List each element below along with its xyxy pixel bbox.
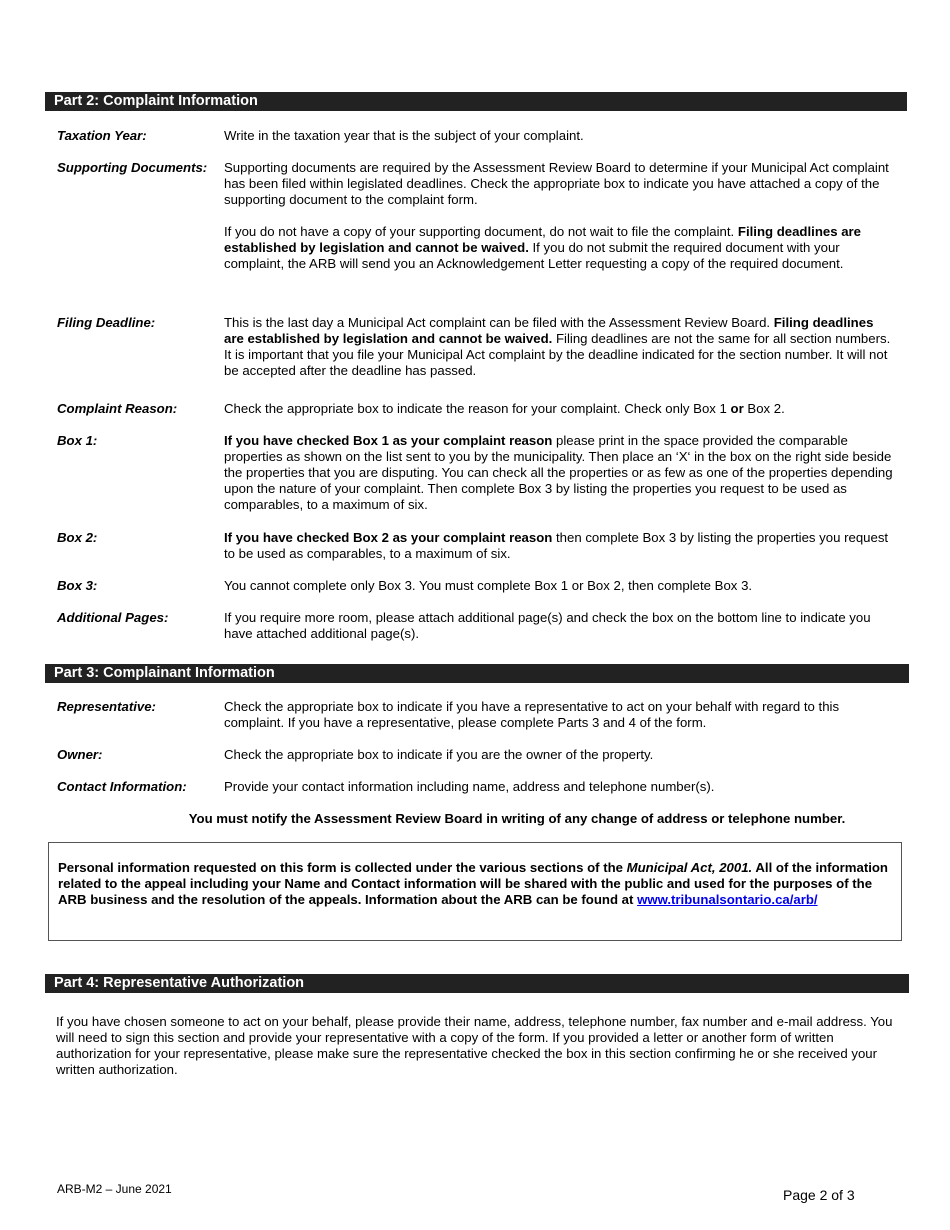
bold-span: or xyxy=(730,401,744,416)
bold-span: If you have checked Box 2 as your complaint reason xyxy=(224,530,553,545)
row-label: Filing Deadline: xyxy=(57,315,156,330)
part3-header: Part 3: Complainant Information xyxy=(45,664,909,683)
text-span: If you do not submit the required document with your complaint, the ARB will send you an Acknowledgement Letter requesting a copy of the required document. xyxy=(224,240,844,271)
row-label: Complaint Reason: xyxy=(57,401,178,416)
row-text xyxy=(224,433,895,513)
row-label: Box 3: xyxy=(57,578,98,593)
part4-header: Part 4: Representative Authorization xyxy=(45,974,909,993)
row-text xyxy=(224,530,895,562)
row-text: Write in the taxation year that is the subject of your complaint. xyxy=(224,128,584,143)
text-span: If you do not have a copy of your supporting document, do not wait to file the complaint. xyxy=(224,224,738,239)
row-text: You cannot complete only Box 3. You must complete Box 1 or Box 2, then complete Box 3. xyxy=(224,578,753,593)
supporting-docs-paragraph-2 xyxy=(224,224,895,272)
row-text: Check the appropriate box to indicate if you are the owner of the property. xyxy=(224,747,654,762)
representative-authorization-text: If you have chosen someone to act on your behalf, please provide their name, address, telephone number, fax number and e-mail address. You will need to sign this section and provide your representative with a copy of the form. If you provided a letter or another form of written authorization for your representative, please make sure the representative checked the box in this section confirming he or she received your written authorization. xyxy=(56,1014,893,1077)
form-id: ARB-M2 – June 2021 xyxy=(57,1182,172,1196)
row-label: Box 1: xyxy=(57,433,98,448)
notify-change-notice: You must notify the Assessment Review Board in writing of any change of address or telephone number. xyxy=(188,811,846,826)
row-text xyxy=(224,315,895,379)
row-label: Taxation Year: xyxy=(57,128,147,143)
text-span: This is the last day a Municipal Act complaint can be filed with the Assessment Review Board. xyxy=(224,315,774,330)
bold-span: Filing deadlines are established by legislation and cannot be waived. xyxy=(224,224,862,255)
row-label: Additional Pages: xyxy=(57,610,169,625)
text-span: Box 2. xyxy=(743,401,785,416)
text-span: Filing deadlines are not the same for all section numbers. It is important that you file your Municipal Act complaint by the deadline indicated for the section number. It will not be accepted after the deadline has passed. xyxy=(224,331,891,378)
bold-span: If you have checked Box 1 as your complaint reason xyxy=(224,433,553,448)
bold-span: Filing deadlines are established by legislation and cannot be waived. xyxy=(224,315,874,346)
row-label: Supporting Documents: xyxy=(57,160,208,175)
row-text: If you require more room, please attach additional page(s) and check the box on the bottom line to indicate you have attached additional page(s). xyxy=(224,610,871,641)
row-text xyxy=(224,160,895,272)
row-label: Representative: xyxy=(57,699,156,714)
part2-header: Part 2: Complaint Information xyxy=(45,92,907,111)
row-text xyxy=(224,401,895,417)
arb-website-link[interactable]: www.tribunalsontario.ca/arb/ xyxy=(637,892,818,907)
row-text: Check the appropriate box to indicate if you have a representative to act on your behalf with regard to this complaint. If you have a representative, please complete Parts 3 and 4 of the form. xyxy=(224,699,840,730)
text-span: then complete Box 3 by listing the properties you request to be used as comparables, to a maximum of six. xyxy=(224,530,889,561)
supporting-docs-paragraph-1: Supporting documents are required by the Assessment Review Board to determine if your Municipal Act complaint has been filed within legislated deadlines. Check the appropriate box to indicate you have attached a copy of the supporting document to the complaint form. xyxy=(224,160,889,207)
privacy-notice-box xyxy=(48,842,902,941)
text-span: Personal information requested on this form is collected under the various sections of the xyxy=(58,860,627,875)
act-title: Municipal Act, 2001. xyxy=(626,860,753,875)
row-text: Provide your contact information including name, address and telephone number(s). xyxy=(224,779,715,794)
text-span: please print in the space provided the comparable properties as shown on the list sent to you by the municipality. Then place an ‘X‘ in the box on the right side beside the properties that you are disputing. You can check all the properties or as few as one of the properties depending upon the nature of your complaint. Then complete Box 3 by listing the properties you request to be used as comparables, to a maximum of six. xyxy=(224,433,893,512)
row-label: Contact Information: xyxy=(57,779,187,794)
row-label: Box 2: xyxy=(57,530,98,545)
row-label: Owner: xyxy=(57,747,103,762)
text-span: All of the information related to the appeal including your Name and Contact information will be shared with the public and used for the purposes of the ARB business and the resolution of the appeals. Information about the ARB can be found at xyxy=(58,860,888,907)
text-span: Check the appropriate box to indicate the reason for your complaint. Check only Box 1 xyxy=(224,401,731,416)
page-number: Page 2 of 3 xyxy=(783,1187,855,1203)
